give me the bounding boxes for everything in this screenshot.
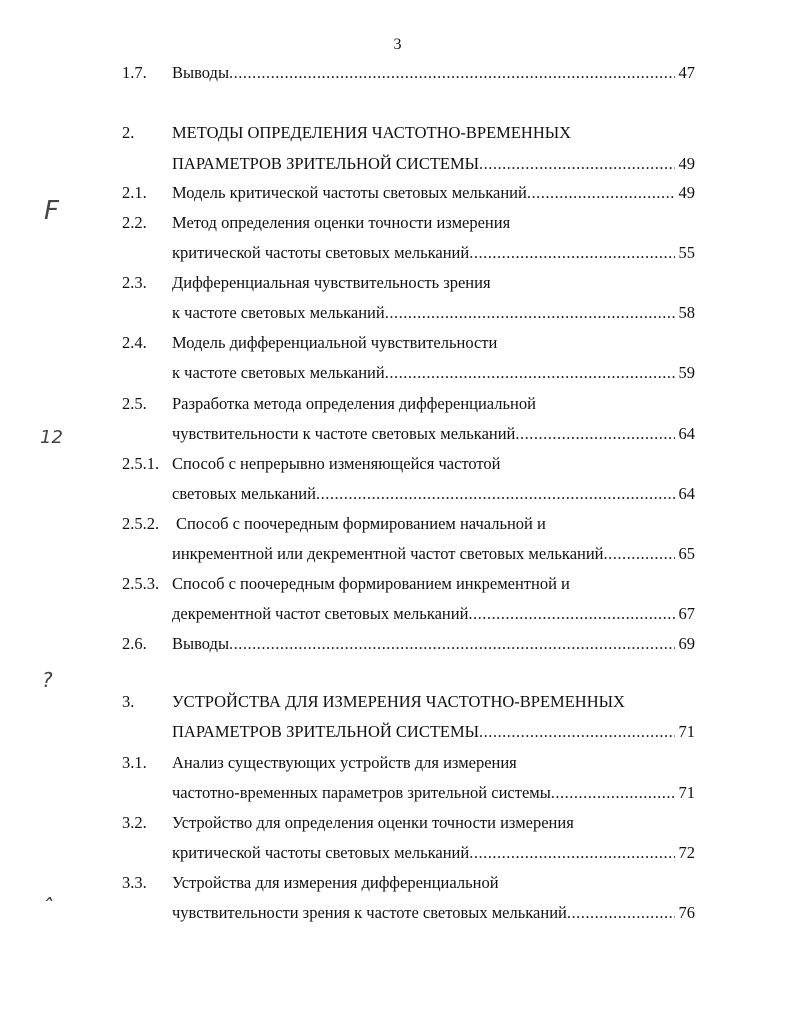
toc-entry-page: 64 [678,484,695,503]
leader-dots [229,62,674,84]
toc-entry-title-line: Устройства для измерения дифференциальной [172,873,499,892]
toc-entry-2-5-2-cont [122,543,695,565]
toc-entry-number: 2.6. [122,634,147,653]
toc-entry-number: 2.5. [122,394,147,413]
leader-dots [316,483,675,505]
toc-entry-page: 67 [678,604,695,623]
toc-entry-number: 3.1. [122,753,147,772]
leader-dots [551,782,675,804]
toc-entry-page: 71 [678,722,695,741]
toc-entry-page: 76 [678,903,695,922]
toc-entry-3-cont [122,721,695,743]
toc-entry-title-line: УСТРОЙСТВА ДЛЯ ИЗМЕРЕНИЯ ЧАСТОТНО-ВРЕМЕННЫХ [172,692,625,711]
page-number: 3 [393,36,402,53]
toc-entry-number: 2.5.1. [122,454,160,473]
toc-entry-number: 3.2. [122,813,147,832]
toc-entry-title: Выводы [172,634,230,653]
toc-entry-page: 58 [678,303,695,322]
toc-entry-2-4-cont [122,362,695,384]
margin-handwritten-mark: ? [42,668,53,692]
toc-entry-2-5-3-cont [122,603,695,625]
leader-dots [567,902,675,924]
toc-entry-title: инкрементной или декрементной частот световых мельканий [172,544,604,563]
toc-entry-3-1-cont [122,782,695,804]
toc-entry-2-5-3 [122,573,695,595]
toc-entry-number: 2.1. [122,183,147,202]
toc-entry-number: 2.3. [122,273,147,292]
toc-entry-title: Выводы [172,63,230,82]
toc-entry-page: 72 [678,843,695,862]
toc-entry-2-5-cont [122,423,695,445]
toc-entry-title: частотно-временных параметров зрительной системы [172,783,551,802]
toc-entry-title-line: МЕТОДЫ ОПРЕДЕЛЕНИЯ ЧАСТОТНО-ВРЕМЕННЫХ [172,123,572,142]
toc-entry-title-line: Устройство для определения оценки точности измерения [172,813,574,832]
leader-dots [515,423,674,445]
toc-entry-1-7 [122,62,695,84]
toc-entry-number: 3.3. [122,873,147,892]
toc-entry-2-6 [122,633,695,655]
toc-entry-number: 2.5.3. [122,574,160,593]
leader-dots [479,721,674,743]
toc-entry-2-5-1 [122,453,695,475]
toc-entry-title-line: Способ с поочередным формированием инкрементной и [172,574,570,593]
toc-entry-title: ПАРАМЕТРОВ ЗРИТЕЛЬНОЙ СИСТЕМЫ [172,722,480,741]
toc-entry-page: 69 [678,634,695,653]
toc-entry-number: 2.5.2. [122,514,160,533]
margin-handwritten-mark: F [44,196,59,226]
toc-entry-title: ПАРАМЕТРОВ ЗРИТЕЛЬНОЙ СИСТЕМЫ [172,154,480,173]
toc-entry-3-2 [122,812,695,834]
toc-entry-title-line: Способ с поочередным формированием начальной и [176,514,546,533]
toc-entry-3 [122,691,695,713]
toc-entry-2-5-1-cont [122,483,695,505]
toc-entry-title: к частоте световых мельканий [172,303,385,322]
leader-dots [604,543,675,565]
toc-entry-2-5 [122,393,695,415]
toc-entry-page: 55 [678,243,695,262]
toc-entry-title: световых мельканий [172,484,316,503]
toc-entry-2-2 [122,212,695,234]
leader-dots [385,362,675,384]
leader-dots [385,302,675,324]
toc-entry-3-3-cont [122,902,695,924]
toc-entry-title-line: Разработка метода определения дифференциальной [172,394,536,413]
margin-handwritten-mark: ˆ [42,896,53,921]
toc-entry-2-2-cont [122,242,695,264]
margin-handwritten-mark: 12 [40,427,63,448]
toc-entry-number: 2.2. [122,213,147,232]
toc-entry-title: Модель критической частоты световых мельканий [172,183,527,202]
toc-entry-title-line: Метод определения оценки точности измерения [172,213,511,232]
toc-entry-title: к частоте световых мельканий [172,363,385,382]
toc-entry-title-line: Дифференциальная чувствительность зрения [172,273,491,292]
toc-entry-page: 49 [678,183,695,202]
leader-dots [469,242,674,264]
toc-entry-number: 3. [122,692,135,711]
leader-dots [229,633,674,655]
toc-entry-title: декрементной частот световых мельканий [172,604,469,623]
toc-entry-2-5-2 [122,513,695,535]
toc-entry-title: критической частоты световых мельканий [172,843,470,862]
toc-entry-page: 49 [678,154,695,173]
toc-entry-2-3 [122,272,695,294]
toc-entry-2 [122,122,695,144]
toc-entry-number: 1.7. [122,63,147,82]
toc-entry-title: критической частоты световых мельканий [172,243,470,262]
leader-dots [468,603,674,625]
toc-entry-number: 2.4. [122,333,147,352]
toc-entry-page: 65 [678,544,695,563]
toc-entry-2-1 [122,182,695,204]
toc-entry-page: 71 [678,783,695,802]
toc-entry-2-3-cont [122,302,695,324]
toc-entry-title: чувствительности к частоте световых мельканий [172,424,516,443]
leader-dots [479,153,674,175]
toc-entry-page: 47 [678,63,695,82]
toc-entry-2-4 [122,332,695,354]
toc-entry-title-line: Модель дифференциальной чувствительности [172,333,498,352]
toc-entry-3-1 [122,752,695,774]
toc-entry-page: 64 [678,424,695,443]
toc-entry-number: 2. [122,123,135,142]
toc-entry-3-2-cont [122,842,695,864]
leader-dots [527,182,675,204]
leader-dots [469,842,674,864]
toc-entry-3-3 [122,872,695,894]
toc-entry-title: чувствительности зрения к частоте световых мельканий [172,903,567,922]
toc-entry-page: 59 [678,363,695,382]
toc-entry-title-line: Способ с непрерывно изменяющейся частотой [172,454,501,473]
toc-entry-title-line: Анализ существующих устройств для измерения [172,753,517,772]
toc-entry-2-cont [122,153,695,175]
